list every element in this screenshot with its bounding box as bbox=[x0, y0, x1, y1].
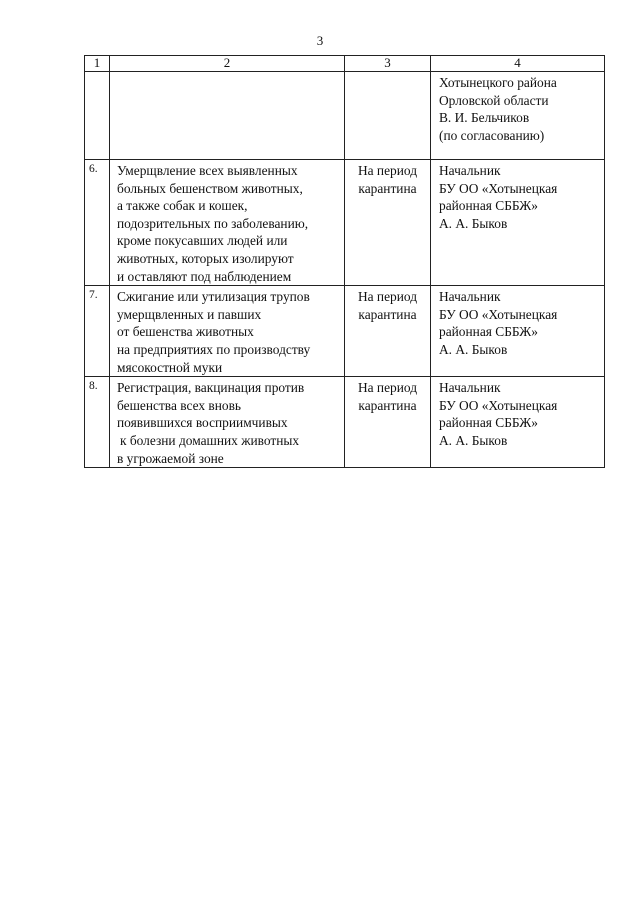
period-cell bbox=[345, 286, 431, 377]
responsible-line: Орловской области bbox=[439, 92, 549, 108]
period-cell bbox=[345, 377, 431, 468]
column-header-2: 2 bbox=[110, 56, 345, 72]
responsible-line: районная СББЖ» bbox=[439, 415, 538, 431]
responsible-line: А. А. Быков bbox=[439, 432, 508, 448]
action-line: мясокостной муки bbox=[117, 359, 223, 375]
action-cell bbox=[110, 160, 345, 286]
action-line: кроме покусавших людей или bbox=[117, 233, 288, 249]
responsible-line: БУ ОО «Хотынецкая bbox=[439, 306, 558, 322]
period-line: карантина bbox=[358, 180, 417, 196]
responsible-cell bbox=[431, 286, 605, 377]
column-header-3: 3 bbox=[345, 56, 431, 72]
action-line: Сжигание или утилизация трупов bbox=[117, 289, 310, 305]
period-cell bbox=[345, 160, 431, 286]
action-cell bbox=[110, 286, 345, 377]
action-line: подозрительных по заболеванию, bbox=[117, 215, 309, 231]
action-line: животных, которых изолируют bbox=[117, 250, 294, 266]
action-cell bbox=[110, 377, 345, 468]
responsible-line: БУ ОО «Хотынецкая bbox=[439, 397, 558, 413]
responsible-line: В. И. Бельчиков bbox=[439, 110, 530, 126]
action-line: от бешенства животных bbox=[117, 324, 254, 340]
table-row bbox=[85, 377, 605, 468]
responsible-line: Начальник bbox=[439, 380, 501, 396]
period-line: На период bbox=[357, 380, 418, 396]
action-cell bbox=[110, 72, 345, 160]
action-line: а также собак и кошек, bbox=[117, 198, 248, 214]
column-header-1: 1 bbox=[85, 56, 110, 72]
action-line: на предприятиях по производству bbox=[117, 341, 311, 357]
responsible-cell bbox=[431, 160, 605, 286]
action-line: появившихся восприимчивых bbox=[117, 415, 288, 431]
responsible-line: Начальник bbox=[439, 163, 501, 178]
responsible-line: районная СББЖ» bbox=[439, 198, 538, 214]
row-number: 8. bbox=[85, 377, 110, 468]
responsible-line: Хотынецкого района bbox=[439, 75, 557, 90]
action-line: бешенства всех вновь bbox=[117, 397, 242, 413]
measures-table bbox=[84, 55, 605, 468]
action-line: и оставляют под наблюдением bbox=[117, 268, 292, 284]
row-number: 7. bbox=[85, 286, 110, 377]
action-line: к болезни домашних животных bbox=[120, 432, 300, 448]
num-cell bbox=[85, 72, 110, 160]
period-line: карантина bbox=[358, 397, 417, 413]
responsible-line: А. А. Быков bbox=[439, 215, 508, 231]
table-row bbox=[85, 160, 605, 286]
column-header-4: 4 bbox=[431, 56, 605, 72]
period-line: карантина bbox=[358, 306, 417, 322]
responsible-line: (по согласованию) bbox=[439, 127, 545, 143]
action-line: больных бешенством животных, bbox=[117, 180, 303, 196]
responsible-line: Начальник bbox=[439, 289, 501, 305]
table-header-row bbox=[85, 56, 605, 72]
period-cell bbox=[345, 72, 431, 160]
page-number: 3 bbox=[316, 33, 324, 48]
responsible-cell bbox=[431, 72, 605, 160]
responsible-cell bbox=[431, 377, 605, 468]
action-line: умерщвленных и павших bbox=[117, 306, 262, 322]
responsible-line: А. А. Быков bbox=[439, 341, 508, 357]
responsible-line: БУ ОО «Хотынецкая bbox=[439, 180, 558, 196]
period-line: На период bbox=[357, 289, 418, 305]
action-line: Регистрация, вакцинация против bbox=[117, 380, 305, 396]
period-line: На период bbox=[357, 163, 418, 178]
table-row-continuation bbox=[85, 72, 605, 160]
action-line: Умерщвление всех выявленных bbox=[117, 163, 298, 178]
action-line: в угрожаемой зоне bbox=[117, 450, 224, 466]
table-row bbox=[85, 286, 605, 377]
row-number: 6. bbox=[85, 160, 110, 286]
responsible-line: районная СББЖ» bbox=[439, 324, 538, 340]
